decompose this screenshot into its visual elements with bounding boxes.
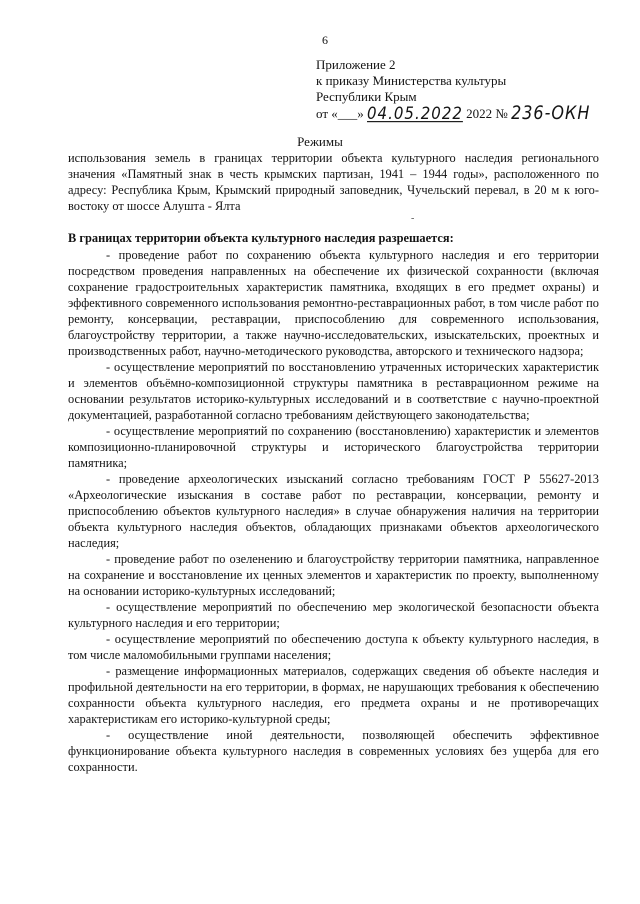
appendix-line-3: Республики Крым [316, 89, 417, 104]
handwritten-order-number: 236-ОКН [511, 101, 591, 124]
list-item: - осуществление мероприятий по сохранению (восстановлению) характеристик и элементов композиционно-планировочной структуры и исторического благоустройства территории памятника; [68, 424, 599, 470]
stray-mark: - [411, 213, 415, 224]
list-item: - проведение работ по озеленению и благоустройству территории памятника, направленное на сохранение и восстановление их ценных элементов и характеристик по проекту, выполненному на основании историко-культурных исследований; [68, 552, 599, 598]
appendix-line-1: Приложение 2 [316, 57, 396, 72]
list-item: - осуществление мероприятий по обеспечению доступа к объекту культурного наследия, в том числе маломобильными группами населения; [68, 632, 599, 662]
list-item: - осуществление мероприятий по восстановлению утраченных исторических характеристик и элементов объёмно-композиционной структуры памятника в реставрационном режиме на основании результатов историко-культурных исследований и в соответствие с научно-проектной документацией, разработанной согласно требованиям действующего законодательства; [68, 360, 599, 422]
list-item: - осуществление иной деятельности, позволяющей обеспечить эффективное функционирование объекта культурного наследия в современных условиях без ущерба для его сохранности. [68, 728, 599, 774]
list-item: - проведение работ по сохранению объекта культурного наследия и его территории посредством проведения направленных на обеспечение их физической сохранности (включая сохранение градостроительных характеристик памятника, входящих в его предмет охраны) и эффективного современного использования ремонтно-реставрационных работ, в том числе работ по ремонту, консервации, реставрации, приспособлению для современного использования, благоустройству территории, а также научно-исследовательских, изыскательских, проектных и производственных работ, научно-методического руководства, авторского и технического надзора; [68, 248, 599, 358]
list-item: - осуществление мероприятий по обеспечению мер экологической безопасности объекта культурного наследия и его территории; [68, 600, 599, 630]
appendix-header [316, 57, 616, 122]
appendix-line-2: к приказу Министерства культуры [316, 73, 507, 88]
document-body [68, 150, 599, 775]
list-item: - размещение информационных материалов, содержащих сведения об объекте наследия и профильной деятельности на его территории, в формах, не нарушающих требования к обеспечению сохранности объекта культурного наследия, его предмета охраны и не противоречащих характеристикам его историко-культурной среды; [68, 664, 599, 726]
intro-paragraph: использования земель в границах территории объекта культурного наследия регионального значения «Памятный знак в честь крымских партизан, 1941 – 1944 годы», расположенного по адресу: Республика Крым, Крымский природный заповедник, Чучельский перевал, в 20 м к юго-востоку от шоссе Алушта - Ялта [68, 151, 599, 213]
date-mid: » [357, 106, 364, 121]
date-prefix: от « [316, 106, 338, 121]
section-heading: В границах территории объекта культурного наследия разрешается: [68, 231, 454, 245]
handwritten-date: 04.05.2022 [367, 102, 463, 124]
date-blank: ___ [337, 106, 358, 121]
page-number: 6 [322, 33, 328, 47]
year-number-label: 2022 № [466, 106, 508, 121]
list-item: - проведение археологических изысканий согласно требованиям ГОСТ Р 55627-2013 «Археологические изыскания в составе работ по реставрации, консервации, ремонту и приспособлению объектов культурного наследия» в случае обнаружения наличия на территории объекта культурного наследия объектов, обладающих признаками объектов археологического наследия; [68, 472, 599, 550]
document-title: Режимы [297, 134, 343, 149]
order-date-line [316, 101, 616, 124]
